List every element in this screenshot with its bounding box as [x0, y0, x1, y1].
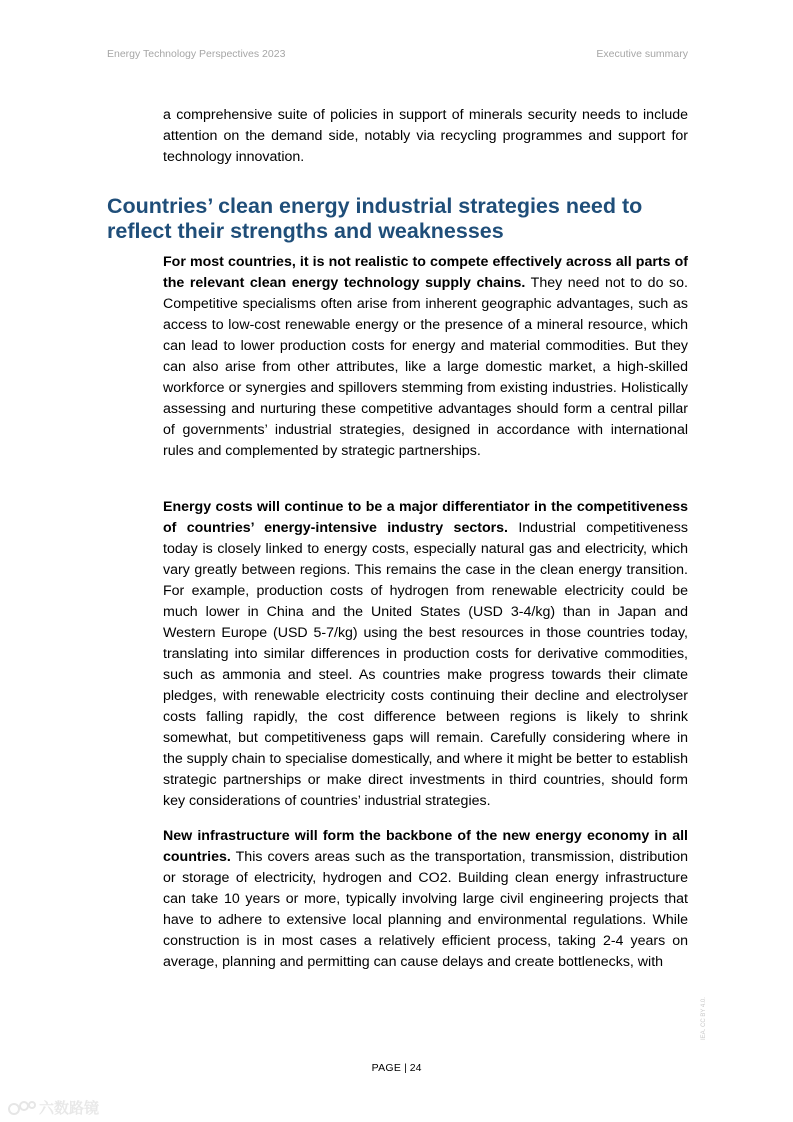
page-label: PAGE — [371, 1062, 402, 1074]
watermark-logo-icon — [8, 1100, 36, 1116]
paragraph-1-body: They need not to do so. Competitive specialisms often arise from inherent geographic advantages, such as access to low-cost renewable energy or the presence of a mineral resource, which can lead to lower production costs for energy and material commodities. But they can also arise from other attributes, like a large domestic market, a high-skilled workforce or synergies and spillovers stemming from existing industries. Holistically assessing and nurturing these competitive advantages should form a central pillar of governments’ industrial strategies, designed in accordance with international rules and complemented by strategic partnerships. — [163, 275, 688, 459]
paragraph-1-lead: For most countries, it is not realistic to compete effectively across all parts of the relevant clean energy technology supply chains. — [163, 254, 688, 291]
paragraph-3-body: This covers areas such as the transportation, transmission, distribution or storage of electricity, hydrogen and CO2. Building clean energy infrastructure can take 10 years or more, typically involving large civil engineering projects that have to adhere to extensive local planning and environmental regulations. While construction is in most cases a relatively efficient process, taking 2-4 years on average, planning and permitting can cause delays and create bottlenecks, with — [163, 849, 688, 970]
paragraph-2-body: Industrial competitiveness today is closely linked to energy costs, especially natural gas and electricity, which vary greatly between regions. This remains the case in the clean energy transition. For example, production costs of hydrogen from renewable electricity could be much lower in China and the United States (USD 3-4/kg) than in Japan and Western Europe (USD 5-7/kg) using the best resources in those countries today, translating into similar differences in production costs for derivative commodities, such as ammonia and steel. As countries make progress towards their climate pledges, with renewable electricity costs continuing their decline and electrolyser costs falling rapidly, the cost difference between regions is likely to shrink somewhat, but competitiveness gaps will remain. Carefully considering where in the supply chain to specialise domestically, and where it might be better to establish strategic partnerships or make direct investments in third countries, should form key considerations of countries’ industrial strategies. — [163, 520, 688, 809]
section-heading: Countries’ clean energy industrial strategies need to reflect their strengths and weaknesses — [107, 194, 643, 243]
page-number: 24 — [409, 1062, 422, 1074]
continuation-paragraph: a comprehensive suite of policies in support of minerals security needs to include attention on the demand side, notably via recycling programmes and support for technology innovation. — [163, 107, 688, 165]
paragraph-3-lead: New infrastructure will form the backbone of the new energy economy in all countries. — [163, 828, 688, 865]
page-footer — [0, 1062, 793, 1074]
paragraph-2-lead: Energy costs will continue to be a major differentiator in the competitiveness of countries’ energy-intensive industry sectors. — [163, 499, 688, 536]
running-header-title: Energy Technology Perspectives 2023 — [107, 48, 286, 60]
running-header-section: Executive summary — [596, 48, 688, 60]
paragraph-3 — [163, 826, 688, 973]
page-separator: | — [401, 1062, 410, 1074]
watermark — [8, 1097, 99, 1118]
watermark-text: 六数路镜 — [39, 1100, 100, 1117]
paragraph-1 — [163, 252, 688, 462]
paragraph-2 — [163, 497, 688, 812]
